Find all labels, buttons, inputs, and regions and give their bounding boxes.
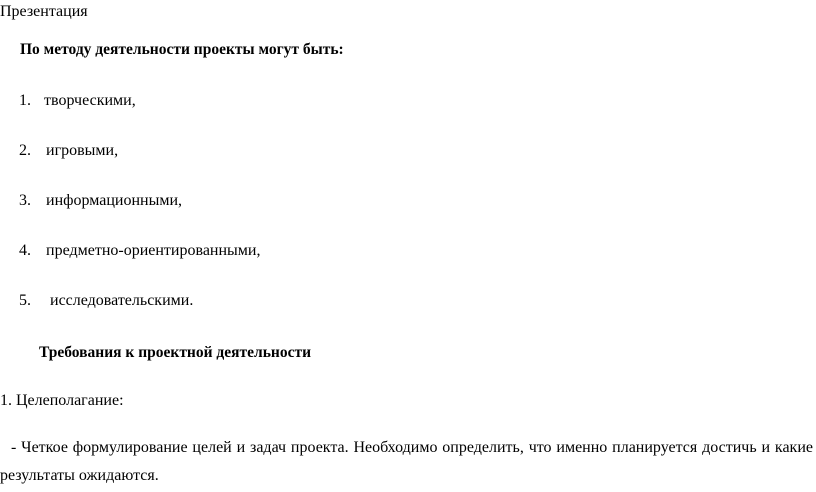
list-item-text: игровыми,: [46, 142, 119, 159]
list-item-number: 2.: [19, 142, 31, 159]
list-item-number: 4.: [19, 242, 31, 259]
paragraph-line: - Четкое формулирование целей и задач проекта. Необходимо определить, что именно планируется достичь и какие: [11, 439, 813, 456]
list-item-text: информационными,: [46, 192, 183, 209]
section-heading-requirements: Требования к проектной деятельности: [39, 344, 312, 361]
document-title: Презентация: [0, 3, 88, 20]
list-item-text: предметно-ориентированными,: [46, 242, 261, 259]
list-item-number: 1.: [19, 92, 31, 109]
list-item-text: творческими,: [44, 92, 136, 109]
section-heading-project-methods: По методу деятельности проекты могут быть:: [20, 41, 344, 58]
goal-setting-label: 1. Целеполагание:: [0, 392, 124, 409]
list-item-text: исследовательскими.: [50, 292, 194, 309]
list-item-number: 3.: [19, 192, 31, 209]
list-item-number: 5.: [19, 292, 31, 309]
paragraph-line: результаты ожидаются.: [0, 467, 159, 484]
